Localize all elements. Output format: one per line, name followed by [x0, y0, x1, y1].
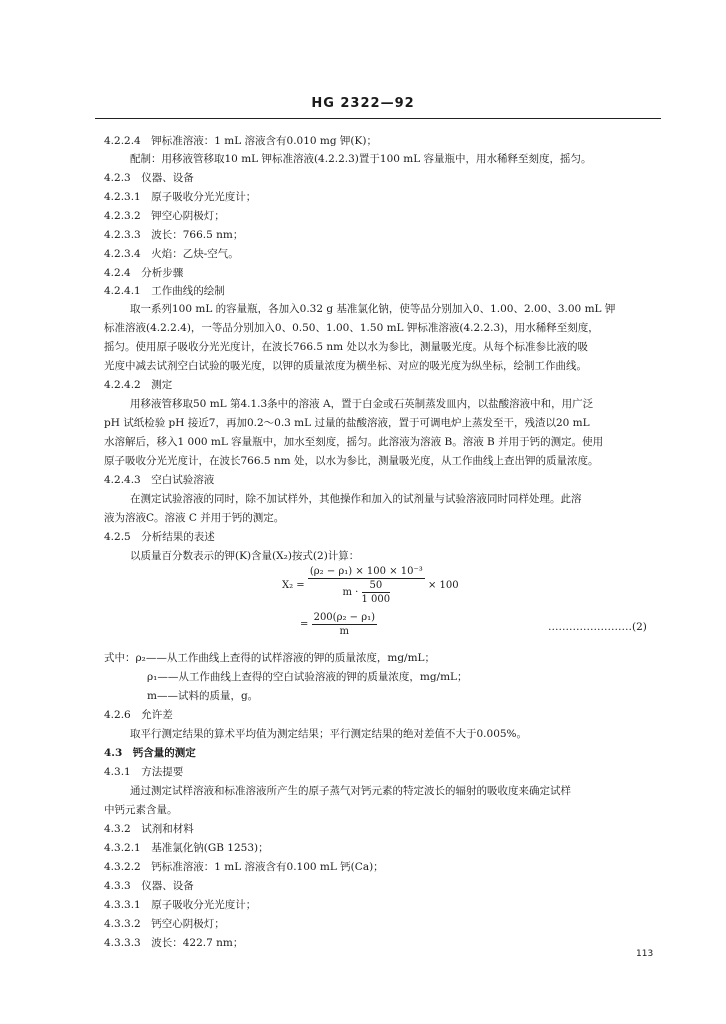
page-number: 113 [636, 949, 654, 959]
item-4-3-2-2: 4.3.2.2 钙标准溶液：1 mL 溶液含有0.100 mL 钙(Ca)； [104, 861, 384, 873]
heading-4-2-6: 4.2.6 允许差 [104, 709, 173, 721]
heading-4-2-5: 4.2.5 分析结果的表述 [104, 531, 215, 543]
standard-code-header: HG 2322—92 [311, 96, 415, 111]
formula-line-1 [282, 566, 459, 605]
heading-4-3-2: 4.3.2 试剂和材料 [104, 823, 194, 835]
para-principle-line-1: 通过测定试样溶液和标准溶液所产生的原子蒸气对钙元素的特定波长的辐射的吸收度来确定试样 [130, 785, 571, 797]
formula-lhs: X₂ = [282, 580, 305, 591]
para-4-2-2-4: 4.2.2.4 钾标准溶液：1 mL 溶液含有0.010 mg 钾(K)； [104, 135, 377, 147]
formula-times-100: × 100 [427, 580, 459, 591]
item-4-3-3-2: 4.3.3.2 钙空心阴极灯； [104, 918, 225, 930]
heading-4-3-1: 4.3.1 方法提要 [104, 766, 184, 778]
formula-denominator-1 [308, 579, 425, 605]
para-preparation: 配制：用移液管移取10 mL 钾标准溶液(4.2.2.3)置于100 mL 容量瓶中，用水稀释至刻度，摇匀。 [130, 153, 592, 165]
header-rule [95, 118, 661, 119]
heading-4-2-3: 4.2.3 仪器、设备 [104, 172, 194, 184]
para-tolerance: 取平行测定结果的算术平均值为测定结果；平行测定结果的绝对差值不大于0.005%。 [130, 728, 528, 740]
para-principle-line-2: 中钙元素含量。 [104, 804, 178, 816]
formula-numerator-2: 200(ρ₂ − ρ₁) [313, 612, 375, 623]
item-4-3-3-1: 4.3.3.1 原子吸收分光光度计； [104, 899, 257, 911]
formula-inner-denominator: 1 000 [361, 594, 391, 605]
heading-4-2-4: 4.2.4 分析步骤 [104, 267, 184, 279]
para-determination-line-2: pH 试纸检验 pH 接近7，再加0.2～0.3 mL 过量的盐酸溶液，置于可调电炉上蒸发至干，残渣以20 mL [104, 417, 590, 429]
formula-denominator-m: m · [342, 587, 359, 598]
para-determination-line-1: 用移液管移取50 mL 第4.1.3条中的溶液 A，置于白金或石英制蒸发皿内，以盐酸溶液中和，用广泛 [130, 398, 594, 410]
para-determination-line-4: 原子吸收分光光度计，在波长766.5 nm 处，以水为参比，测量吸光度，从工作曲线上查出钾的质量浓度。 [104, 455, 599, 467]
para-blank-line-1: 在测定试验溶液的同时，除不加试样外，其他操作和加入的试剂量与试验溶液同时同样处理。此溶 [130, 493, 582, 505]
item-4-2-3-1: 4.2.3.1 原子吸收分光光度计； [104, 191, 257, 203]
item-4-3-3-3: 4.3.3.3 波长：422.7 nm； [104, 937, 244, 949]
para-curve-line-4: 光度中减去试剂空白试验的吸光度，以钾的质量浓度为横坐标、对应的吸光度为纵坐标，绘制工作曲线。 [104, 360, 587, 372]
para-curve-line-2: 标准溶液(4.2.2.4)，一等品分别加入0、0.50、1.00、1.50 mL 钾标准溶液(4.2.2.3)，用水稀释至刻度， [104, 322, 599, 334]
where-rho2: 式中：ρ₂——从工作曲线上查得的试样溶液的钾的质量浓度，mg/mL； [104, 652, 436, 664]
formula-numerator-1: (ρ₂ − ρ₁) × 100 × 10⁻³ [309, 566, 423, 577]
para-determination-line-3: 水溶解后，移入1 000 mL 容量瓶中，加水至刻度，摇匀。此溶液为溶液 B。溶液 B 并用于钙的测定。使用 [104, 436, 604, 448]
formula-line-2 [300, 612, 377, 637]
formula-number-label: ……………………(2) [548, 621, 647, 633]
para-curve-line-3: 摇匀。使用原子吸收分光光度计，在波长766.5 nm 处以水为参比，测量吸光度。从每个标准参比液的吸 [104, 341, 588, 353]
para-curve-line-1: 取一系列100 mL 的容量瓶，各加入0.32 g 基准氯化钠，使等品分别加入0、1.00、2.00、3.00 mL 钾 [130, 303, 616, 315]
formula-inner-fraction [362, 580, 391, 605]
where-m: m——试料的质量，g。 [147, 690, 259, 702]
formula-equals: = [300, 619, 309, 630]
heading-4-2-4-2: 4.2.4.2 测定 [104, 379, 173, 391]
heading-4-3: 4.3 钙含量的测定 [104, 747, 196, 759]
heading-4-2-4-3: 4.2.4.3 空白试验溶液 [104, 474, 215, 486]
heading-4-2-4-1: 4.2.4.1 工作曲线的绘制 [104, 285, 225, 297]
item-4-2-3-2: 4.2.3.2 钾空心阴极灯； [104, 210, 225, 222]
item-4-2-3-4: 4.2.3.4 火焰：乙炔-空气。 [104, 248, 239, 260]
where-rho1: ρ₁——从工作曲线上查得的空白试验溶液的钾的质量浓度，mg/mL； [147, 671, 468, 683]
formula-simplified-fraction [312, 612, 377, 637]
item-4-2-3-3: 4.2.3.3 波长：766.5 nm； [104, 229, 244, 241]
para-expression: 以质量百分数表示的钾(K)含量(X₂)按式(2)计算： [130, 550, 360, 562]
heading-4-3-3: 4.3.3 仪器、设备 [104, 880, 194, 892]
item-4-3-2-1: 4.3.2.1 基准氯化钠(GB 1253)； [104, 842, 269, 854]
formula-inner-numerator: 50 [362, 580, 391, 593]
para-blank-line-2: 液为溶液C。溶液 C 并用于钙的测定。 [104, 512, 285, 524]
formula-denominator-2: m [339, 626, 350, 637]
formula-main-fraction [308, 566, 425, 605]
